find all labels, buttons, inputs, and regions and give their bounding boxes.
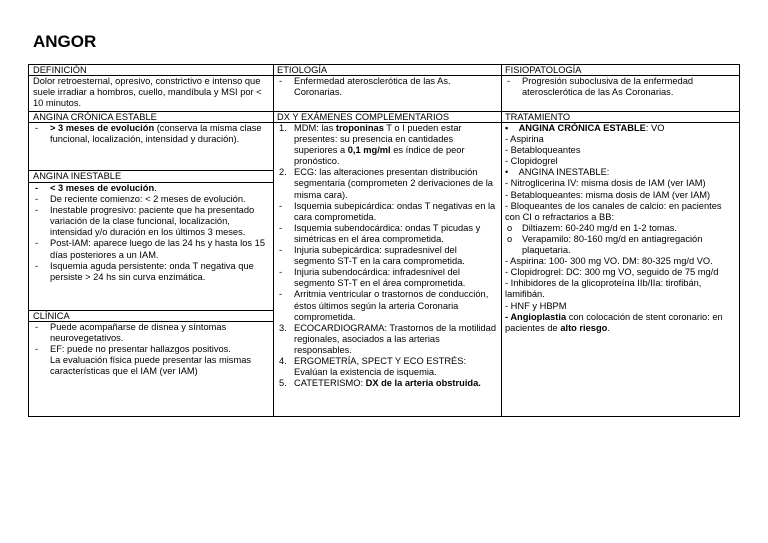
etiologia-header: ETIOLOGÍA — [277, 65, 328, 75]
list-item: - De reciente comienzo: < 2 meses de evolución. — [35, 194, 246, 205]
list-item: - Inestable progresivo: paciente que ha presentado variación de la clase funcional, localización, intensidad y/o duración en los últimos 3 meses. — [35, 205, 255, 238]
trat-line: - Clopidrogrel: DC: 300 mg VO, seguido de 75 mg/d — [505, 267, 719, 278]
trat-line: - Betabloqueantes: misma dosis de IAM (ver IAM) — [505, 189, 711, 200]
trat-line: - Aspirina: 100- 300 mg VO. DM: 80-325 mg/d VO. — [505, 256, 713, 267]
trat-line: - Inhibidores de la glicoproteína IIb/IIa: tirofibán, lamifibán. — [505, 278, 702, 300]
list-item: - Progresión suboclusiva de la enfermedad aterosclerótica de las As Coronarias. — [507, 76, 694, 98]
list-item: - Arritmia ventricular o trastornos de conducción, éstos últimos según la arteria Coronaria comprometida. — [279, 289, 489, 322]
clinica-continuation: La evaluación física puede presentar las mismas características que el IAM (ver IAM) — [50, 355, 252, 377]
list-item: 1. MDM: las troponinas T o I pueden estar presentes: su presencia en cantidades superiores a 0,1 mg/ml es índice de peor pronóstico. — [279, 123, 465, 167]
list-item: - Post-IAM: aparece luego de las 24 hs y hasta los 15 días posteriores a un IAM. — [35, 238, 265, 260]
clinica-header: CLÍNICA — [33, 311, 70, 321]
trat-estable: • ANGINA CRÓNICA ESTABLE: VO — [505, 123, 665, 133]
inestable-content — [33, 183, 269, 283]
estable-content — [33, 123, 269, 145]
column-divider-2 — [501, 65, 502, 416]
trat-line: - Bloqueantes de los canales de calcio: en pacientes con CI o refractarios a BB: — [505, 200, 722, 222]
list-item: 3. ECOCARDIOGRAMA: Trastornos de la motilidad regionales, asociados a las arterias responsables. — [279, 322, 497, 355]
definicion-header: DEFINICIÓN — [33, 65, 87, 75]
list-item: - EF: puede no presentar hallazgos positivos. — [35, 344, 231, 355]
list-item: - Isquemia aguda persistente: onda T negativa que persiste > 24 hs sin curva enzimática. — [35, 260, 254, 282]
trat-line: - Betabloqueantes — [505, 145, 581, 156]
trat-angioplastia: - Angioplastia con colocación de stent coronario: en pacientes de alto riesgo. — [505, 311, 723, 333]
list-item: 5. CATETERISMO: DX de la arteria obstruida. — [279, 378, 481, 389]
content-table — [28, 64, 740, 417]
list-item: - < 3 meses de evolución. — [35, 183, 157, 193]
estable-header: ANGINA CRÓNICA ESTABLE — [33, 112, 157, 122]
list-item: o Diltiazem: 60-240 mg/d en 1-2 tomas. — [507, 222, 678, 233]
fisio-header: FISIOPATOLOGÍA — [505, 65, 582, 75]
list-item: 2. ECG: las alteraciones presentan distribución segmentaria (comprometen 2 derivaciones de la misma cara). — [279, 167, 493, 200]
trat-inestable: • ANGINA INESTABLE: — [505, 167, 610, 178]
column-divider-1 — [273, 65, 274, 416]
definicion-text: Dolor retroesternal, opresivo, constrictivo e intenso que suele irradiar a hombros, cuello, mandíbula y MSI por < 10 minutos. — [33, 76, 262, 109]
list-item: - > 3 meses de evolución (conserva la misma clase funcional, localización, intensidad y duración). — [35, 123, 262, 145]
list-item: - Isquemia subepicárdica: ondas T negativas en la cara comprometida. — [279, 200, 496, 222]
list-item: - Puede acompañarse de disnea y síntomas neurovegetativos. — [35, 322, 227, 344]
trat-line: - HNF y HBPM — [505, 300, 567, 311]
list-item: - Injuria subepicárdica: supradesnivel del segmento ST-T en la cara comprometida. — [279, 245, 465, 267]
dx-header: DX Y EXÁMENES COMPLEMENTARIOS — [277, 112, 450, 122]
page-title: ANGOR — [33, 32, 97, 51]
list-item: 4. ERGOMETRÍA, SPECT Y ECO ESTRÉS: Evalúan la existencia de isquemia. — [279, 355, 467, 378]
trat-line: - Clopidogrel — [505, 156, 558, 167]
inestable-header: ANGINA INESTABLE — [33, 171, 122, 181]
dx-content — [277, 123, 499, 389]
list-item: - Enfermedad aterosclerótica de las As. Coronarias. — [279, 76, 451, 98]
list-item: o Verapamilo: 80-160 mg/d en antiagregación plaquetaria. — [507, 233, 703, 256]
trat-line: - Aspirina — [505, 134, 544, 145]
trat-content — [505, 123, 737, 334]
list-item: - Injuria subendocárdica: infradesnivel del segmento ST-T en el área comprometida. — [279, 267, 466, 289]
list-item: - Isquemia subendocárdica: ondas T picudas y simétricas en el área comprometida. — [279, 222, 481, 244]
trat-line: - Nitroglicerina IV: misma dosis de IAM (ver IAM) — [505, 178, 706, 189]
trat-header: TRATAMIENTO — [505, 112, 571, 122]
fisio-content — [505, 76, 737, 98]
clinica-content — [33, 322, 269, 377]
etiologia-content — [277, 76, 497, 98]
